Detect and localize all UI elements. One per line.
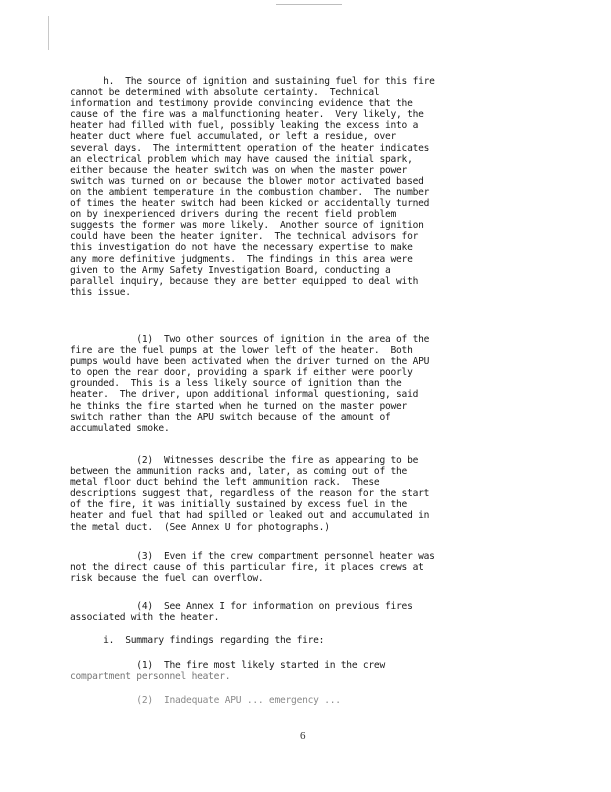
text-line: descriptions suggest that, regardless of the reason for the start [70, 488, 430, 500]
text-line: pumps would have been activated when the driver turned on the APU [70, 356, 430, 368]
text-line: accumulated smoke. [70, 422, 170, 434]
text-line: (1) The fire most likely started in the crew [70, 660, 385, 671]
paragraph-i-heading [70, 635, 324, 646]
text-line: switch rather than the APU switch because of the amount of [70, 411, 391, 423]
text-line: on the ambient temperature in the combustion chamber. The number [70, 186, 430, 198]
text-line: of the fire, it was initially sustained by excess fuel in the [70, 499, 408, 511]
paragraph-h-3 [70, 551, 435, 584]
text-line: heater. The driver, upon additional informal questioning, said [70, 389, 419, 401]
paragraph-h-1 [70, 334, 429, 434]
text-line: this investigation do not have the necessary expertise to make [70, 242, 413, 254]
text-line: several days. The intermittent operation of the heater indicates [70, 142, 430, 154]
paragraph-h-4 [70, 601, 413, 623]
text-line: this issue. [70, 286, 131, 298]
text-line: (1) Two other sources of ignition in the area of the [70, 334, 430, 345]
paragraph-h [70, 76, 435, 298]
text-line: (2) Inadequate APU ... emergency ... [70, 695, 341, 706]
text-line: suggests the former was more likely. Another source of ignition [70, 220, 424, 232]
text-line: given to the Army Safety Investigation Board, conducting a [70, 264, 391, 276]
text-line: could have been the heater igniter. The technical advisors for [70, 231, 419, 243]
text-line: an electrical problem which may have caused the initial spark, [70, 153, 413, 165]
text-line: cannot be determined with absolute certainty. Technical [70, 87, 380, 99]
text-line: on by inexperienced drivers during the recent field problem [70, 209, 397, 221]
text-line: i. Summary findings regarding the fire: [70, 635, 325, 646]
text-line: either because the heater switch was on when the master power [70, 164, 408, 176]
text-line: parallel inquiry, because they are better equipped to deal with [70, 275, 419, 287]
page-number: 6 [300, 730, 306, 742]
text-line: switch was turned on or because the blower motor activated based [70, 175, 424, 187]
text-line: compartment personnel heater. [70, 671, 231, 683]
text-line: risk because the fuel can overflow. [70, 573, 264, 585]
scan-edge-mark [48, 16, 49, 50]
text-line: (2) Witnesses describe the fire as appearing to be [70, 455, 419, 466]
paragraph-h-2 [70, 455, 429, 533]
text-line: metal floor duct behind the left ammunition rack. These [70, 477, 380, 489]
text-line: to open the rear door, providing a spark if either were poorly [70, 367, 413, 379]
text-line: not the direct cause of this particular fire, it places crews at [70, 562, 424, 574]
text-line: he thinks the fire started when he turned on the master power [70, 400, 408, 412]
text-line: information and testimony provide convincing evidence that the [70, 98, 413, 110]
text-line: fire are the fuel pumps at the lower left of the heater. Both [70, 345, 413, 357]
text-line: heater duct where fuel accumulated, or left a residue, over [70, 131, 397, 143]
text-line: (4) See Annex I for information on previous fires [70, 601, 413, 612]
text-line: the metal duct. (See Annex U for photographs.) [70, 521, 330, 533]
text-line: heater had filled with fuel, possibly leaking the excess into a [70, 120, 419, 132]
top-scan-rule [276, 4, 342, 5]
text-line: cause of the fire was a malfunctioning heater. Very likely, the [70, 109, 424, 121]
text-line: between the ammunition racks and, later, as coming out of the [70, 466, 408, 478]
text-line: grounded. This is a less likely source of ignition than the [70, 378, 402, 390]
text-line: of times the heater switch had been kicked or accidentally turned [70, 198, 430, 210]
text-line: associated with the heater. [70, 612, 220, 624]
text-line: any more definitive judgments. The findings in this area were [70, 253, 413, 265]
text-line: (3) Even if the crew compartment personnel heater was [70, 551, 435, 562]
text-line: heater and fuel that had spilled or leaked out and accumulated in [70, 510, 430, 522]
text-line: h. The source of ignition and sustaining fuel for this fire [70, 76, 435, 87]
paragraph-i-1 [70, 660, 385, 682]
paragraph-i-2-faded [70, 695, 341, 706]
